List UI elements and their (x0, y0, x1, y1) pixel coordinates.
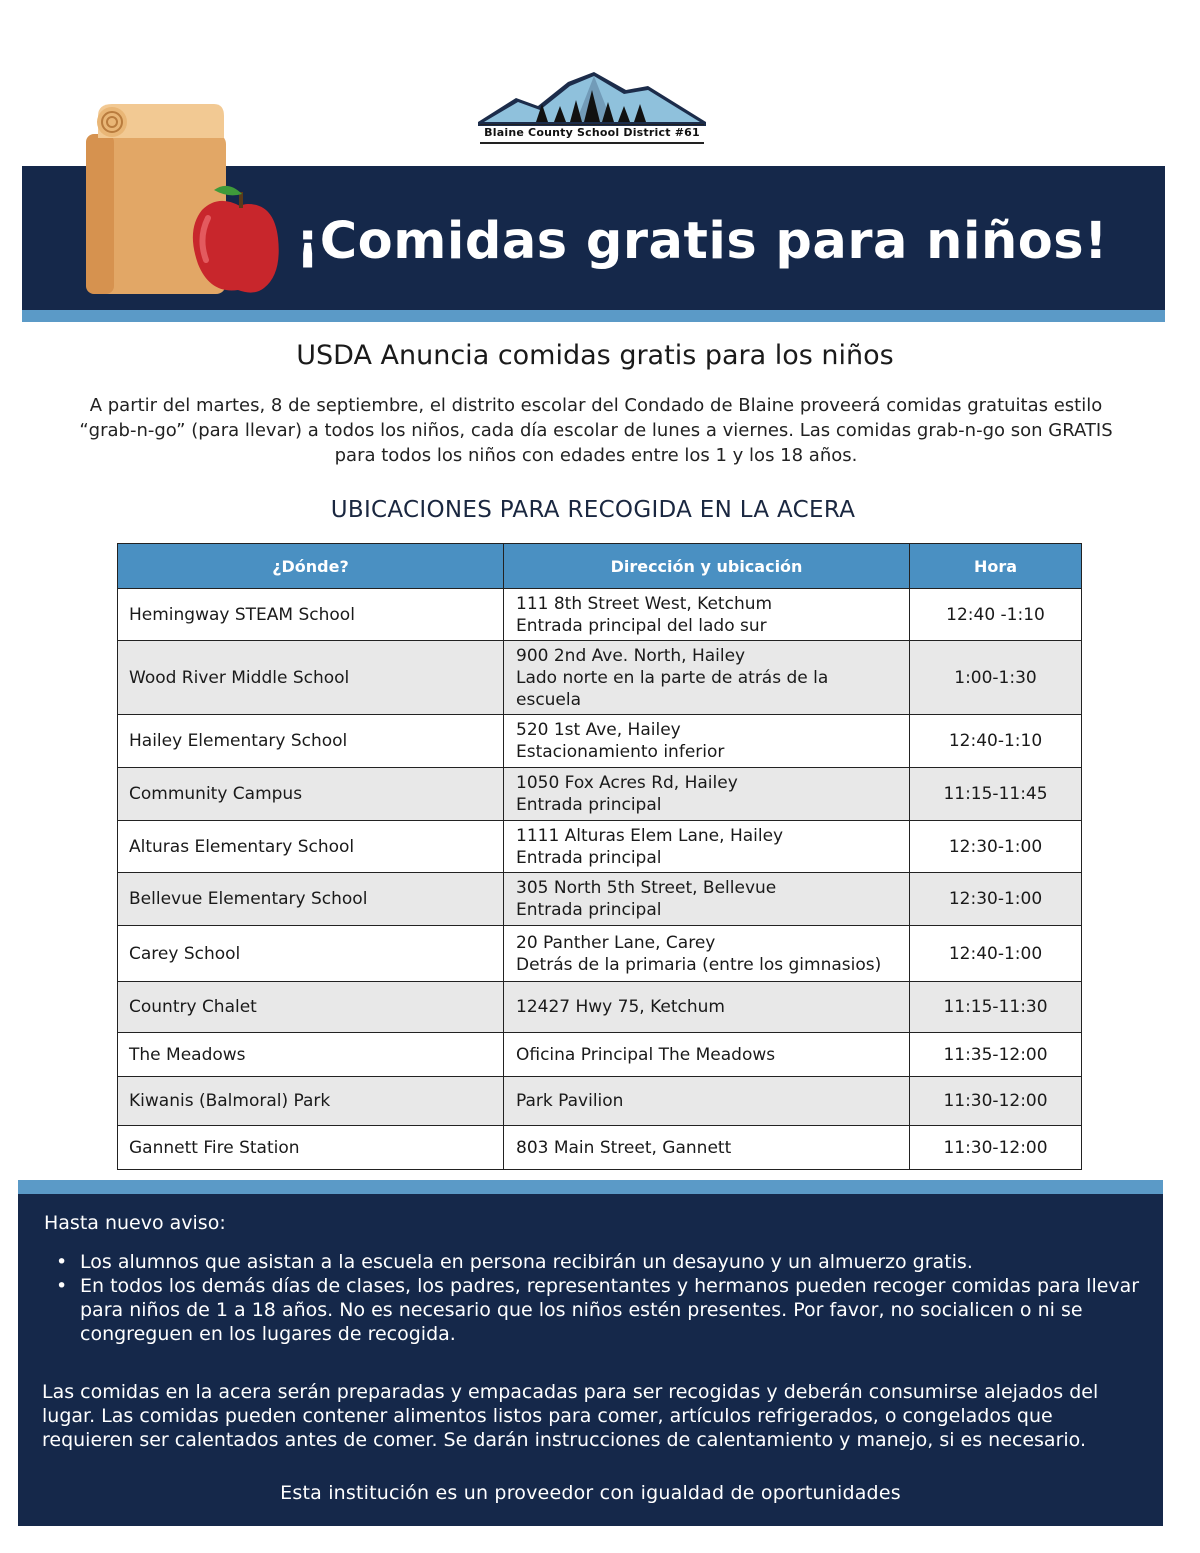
table-row (118, 767, 1081, 820)
table-row (118, 925, 1081, 981)
address-line: Park Pavilion (516, 1091, 624, 1111)
where-cell: Gannett Fire Station (118, 1126, 504, 1169)
time-cell: 11:30-12:00 (943, 1137, 1048, 1158)
time-cell: 12:30-1:00 (948, 836, 1043, 857)
banner-title: ¡Comidas gratis para niños! (296, 212, 1108, 271)
address-line: Entrada principal del lado sur (516, 615, 767, 636)
mountain-logo-icon (476, 68, 708, 130)
time-cell: 1:00-1:30 (954, 667, 1037, 688)
table-row (118, 981, 1081, 1032)
address-cell (504, 641, 910, 714)
column-header-time: Hora (973, 556, 1018, 576)
column-header-where: ¿Dónde? (118, 544, 504, 588)
address-cell (504, 589, 910, 640)
locations-table (117, 543, 1082, 1170)
table-row (118, 1125, 1081, 1169)
time-cell: 11:30-12:00 (943, 1091, 1048, 1111)
table-row (118, 1076, 1081, 1125)
where-cell: The Meadows (118, 1033, 504, 1076)
address-line: 20 Panther Lane, Carey (516, 932, 716, 953)
address-line: 305 North 5th Street, Bellevue (516, 878, 777, 898)
where-cell: Kiwanis (Balmoral) Park (118, 1077, 504, 1125)
address-line: 1050 Fox Acres Rd, Hailey (516, 773, 738, 793)
address-cell (504, 1033, 910, 1076)
where-cell: Wood River Middle School (118, 641, 504, 714)
where-cell: Hemingway STEAM School (118, 589, 504, 640)
lunch-bag-apple-icon (78, 98, 288, 298)
address-line: 900 2nd Ave. North, Hailey (516, 645, 746, 666)
footer-bullet-list (56, 1250, 1146, 1346)
where-cell: Country Chalet (118, 982, 504, 1032)
column-header-address: Dirección y ubicación (504, 544, 910, 588)
equal-opportunity-statement: Esta institución es un proveedor con igualdad de oportunidades (280, 1482, 901, 1504)
table-row (118, 588, 1081, 640)
table-row (118, 640, 1081, 714)
time-cell: 12:40-1:00 (948, 943, 1043, 964)
page-subtitle: USDA Anuncia comidas gratis para los niños (296, 340, 894, 371)
list-item: • En todos los demás días de clases, los padres, representantes y hermanos pueden recoger comidas para llevar para niños de 1 a 18 años. No es necesario que los niños estén presentes. Por favor, no socialicen o ni se congreguen en los lugares de recogida. (56, 1274, 1146, 1346)
district-logo (476, 68, 708, 148)
table-header-row (118, 544, 1081, 588)
time-cell: 12:40-1:10 (948, 731, 1043, 751)
address-cell (504, 873, 910, 925)
address-cell (504, 982, 910, 1032)
address-cell (504, 821, 910, 872)
intro-paragraph: A partir del martes, 8 de septiembre, el distrito escolar del Condado de Blaine proveerá comidas gratuitas estilo “grab-n-go” (para llevar) a todos los niños, cada día escolar de lunes a viernes. Las comidas grab-n-go son GRATIS para todos los niños con edades entre los 1 y los 18 años. (79, 395, 1113, 466)
address-line: Oficina Principal The Meadows (516, 1044, 776, 1065)
address-line: Entrada principal (516, 795, 662, 815)
address-cell (504, 1126, 910, 1169)
address-line: Entrada principal (516, 900, 662, 920)
address-cell (504, 1077, 910, 1125)
address-cell (504, 768, 910, 820)
where-cell: Alturas Elementary School (118, 821, 504, 872)
address-line: Detrás de la primaria (entre los gimnasios) (516, 954, 882, 975)
where-cell: Community Campus (118, 768, 504, 820)
address-line: escuela (516, 689, 582, 710)
time-cell: 11:35-12:00 (943, 1044, 1048, 1065)
address-line: 1111 Alturas Elem Lane, Hailey (516, 825, 784, 846)
address-line: Estacionamiento inferior (516, 742, 725, 762)
time-cell: 11:15-11:30 (943, 997, 1048, 1017)
table-row (118, 714, 1081, 767)
locations-heading: UBICACIONES PARA RECOGIDA EN LA ACERA (330, 497, 856, 523)
where-cell: Bellevue Elementary School (118, 873, 504, 925)
footer-paragraph: Las comidas en la acera serán preparadas y empacadas para ser recogidas y deberán consumirse alejados del lugar. Las comidas pueden contener alimentos listos para comer, artículos refrigerados, o congelados que requieren ser calentados antes de comer. Se darán instrucciones de calentamiento y manejo, si es necesario. (42, 1381, 1099, 1451)
footer-heading: Hasta nuevo aviso: (44, 1212, 226, 1234)
address-line: 803 Main Street, Gannett (516, 1137, 732, 1158)
address-line: 111 8th Street West, Ketchum (516, 593, 773, 614)
where-cell: Hailey Elementary School (118, 715, 504, 767)
address-line: 520 1st Ave, Hailey (516, 720, 681, 740)
time-cell: 11:15-11:45 (943, 784, 1048, 804)
table-row (118, 820, 1081, 872)
address-line: Entrada principal (516, 847, 662, 868)
footer-panel (18, 1194, 1163, 1526)
address-cell (504, 715, 910, 767)
time-cell: 12:40 -1:10 (946, 604, 1045, 625)
address-cell (504, 926, 910, 981)
where-cell: Carey School (118, 926, 504, 981)
table-row (118, 1032, 1081, 1076)
district-name: Blaine County School District #61 (480, 124, 704, 144)
table-row (118, 872, 1081, 925)
time-cell: 12:30-1:00 (948, 889, 1043, 909)
header-stripe (22, 310, 1165, 322)
list-item: • Los alumnos que asistan a la escuela en persona recibirán un desayuno y un almuerzo gratis. (56, 1250, 1146, 1274)
address-line: Lado norte en la parte de atrás de la (516, 667, 829, 688)
address-line: 12427 Hwy 75, Ketchum (516, 997, 725, 1017)
footer-stripe (18, 1180, 1163, 1194)
